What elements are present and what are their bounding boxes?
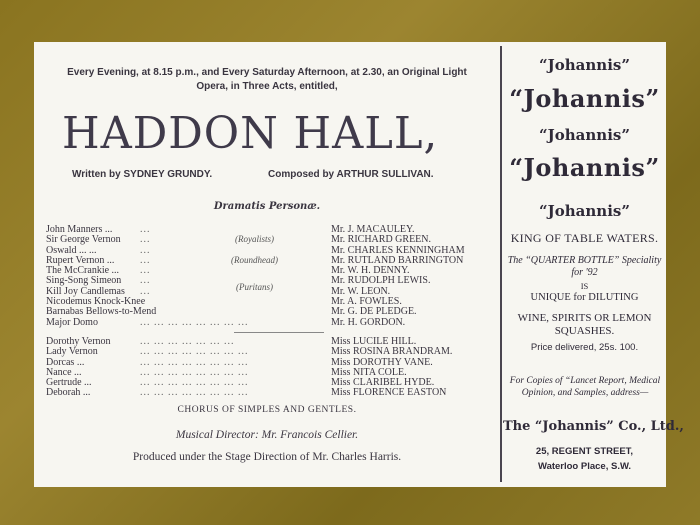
leader-dots: ... ... ... ... ... ... ... ...: [140, 356, 249, 368]
leader-dots: ... ... ... ... ... ... ... ...: [140, 346, 249, 358]
leader-dots: ...: [140, 254, 151, 266]
role-name: Rupert Vernon ...: [46, 254, 115, 266]
actor-name: Miss ROSINA BRANDRAM.: [331, 346, 453, 358]
actor-name: Miss FLORENCE EASTON: [331, 387, 447, 399]
actor-name: Mr. RICHARD GREEN.: [331, 234, 432, 246]
role-name: Barnabas Bellows-to-Mend: [46, 306, 157, 318]
group-roundhead: (Roundhead): [231, 255, 278, 265]
role-name: Nicodemus Knock-Knee: [46, 296, 146, 308]
quarter-bottle-text: The “QUARTER BOTTLE” Speciality for '92: [507, 255, 662, 278]
leader-dots: ...: [140, 234, 151, 246]
writer-credit: Written by SYDNEY GRUNDY.: [72, 169, 213, 180]
actor-name: Mr. A. FOWLES.: [331, 296, 402, 308]
johannis-wordmark-small: “Johannis”: [539, 202, 630, 220]
street-address: 25, REGENT STREET,: [535, 446, 634, 457]
role-name: The McCrankie ...: [46, 265, 120, 277]
group-puritans: (Puritans): [236, 282, 273, 292]
actor-name: Miss LUCILE HILL.: [331, 336, 417, 347]
actor-name: Miss CLARIBEL HYDE.: [331, 377, 435, 389]
role-name: Major Domo: [46, 316, 98, 328]
role-name: Lady Vernon: [46, 346, 98, 358]
musical-director: Musical Director: Mr. Francois Cellier.: [175, 429, 359, 441]
section-divider: [234, 332, 324, 333]
role-name: Oswald ... ...: [46, 244, 97, 256]
leader-dots: ... ... ... ... ... ... ... ...: [140, 377, 249, 389]
city-address: Waterloo Place, S.W.: [537, 461, 632, 472]
dramatis-heading: Dramatis Personæ.: [213, 201, 321, 212]
role-name: Gertrude ...: [46, 377, 92, 389]
role-name: Sing-Song Simeon: [46, 275, 122, 287]
johannis-wordmark-big: “Johannis”: [509, 84, 660, 113]
leader-dots: ...: [140, 265, 151, 277]
actor-name: Mr. RUTLAND BARRINGTON: [331, 254, 464, 266]
intro-text: [34, 66, 500, 94]
actor-name: Miss NITA COLE.: [331, 366, 407, 378]
actor-name: Mr. CHARLES KENNINGHAM: [331, 244, 465, 256]
copies-text: For Copies of “Lancet Report, Medical Opinion, and Samples, address—: [509, 376, 661, 398]
leader-dots: ...: [140, 275, 151, 287]
is-text: IS: [580, 281, 589, 291]
actor-name: Mr. W. H. DENNY.: [331, 265, 410, 277]
role-name: Dorcas ...: [46, 356, 85, 368]
leader-dots: ... ... ... ... ... ... ... ...: [140, 366, 249, 378]
role-name: Dorothy Vernon: [46, 336, 111, 347]
role-name: John Manners ...: [46, 224, 113, 235]
leader-dots: ... ... ... ... ... ... ... ...: [140, 387, 249, 399]
leader-dots: ...: [140, 224, 151, 235]
programme-sheet: [34, 42, 684, 487]
role-name: Deborah ...: [46, 387, 91, 399]
intro-line-2: Opera, in Three Acts, entitled,: [196, 81, 338, 92]
composer-credit: Composed by ARTHUR SULLIVAN.: [268, 169, 434, 180]
opera-title: HADDON HALL,: [62, 108, 439, 159]
role-name: Nance ...: [46, 366, 82, 378]
johannis-wordmark-big: “Johannis”: [509, 153, 660, 182]
leader-dots: ... ... ... ... ... ... ...: [140, 336, 235, 347]
intro-line-1: Every Evening, at 8.15 p.m., and Every Saturday Afternoon, at 2.30, an Original Light: [67, 67, 467, 78]
leader-dots: ... ... ... ... ... ... ... ...: [140, 316, 249, 328]
actor-name: Mr. W. LEON.: [331, 285, 391, 297]
johannis-wordmark-small: “Johannis”: [539, 126, 630, 144]
actor-name: Mr. H. GORDON.: [331, 316, 406, 328]
group-royalists: (Royalists): [235, 234, 274, 244]
unique-diluting-text: UNIQUE for DILUTING: [530, 292, 639, 303]
king-of-table-waters: KING OF TABLE WATERS.: [510, 231, 659, 245]
actor-name: Mr. G. DE PLEDGE.: [331, 306, 417, 318]
actor-name: Mr. J. MACAULEY.: [331, 224, 415, 235]
playbill-column: [34, 42, 500, 487]
actor-name: Mr. RUDOLPH LEWIS.: [331, 275, 431, 287]
company-name: The “Johannis” Co., Ltd.,: [503, 419, 684, 434]
leader-dots: ...: [140, 285, 151, 297]
stage-direction: Produced under the Stage Direction of Mr. Charles Harris.: [132, 451, 402, 463]
role-name: Sir George Vernon: [46, 234, 121, 246]
price-text: Price delivered, 25s. 100.: [530, 342, 639, 353]
johannis-wordmark-small: “Johannis”: [539, 56, 630, 74]
column-divider: [500, 46, 502, 482]
role-name: Kill Joy Candlemas: [46, 285, 125, 297]
chorus-line: CHORUS OF SIMPLES AND GENTLES.: [177, 405, 357, 415]
actor-name: Miss DOROTHY VANE.: [331, 356, 433, 368]
leader-dots: ...: [140, 244, 151, 256]
johannis-advert: [503, 42, 684, 487]
wine-spirits-text: WINE, SPIRITS OR LEMON SQUASHES.: [517, 312, 652, 337]
